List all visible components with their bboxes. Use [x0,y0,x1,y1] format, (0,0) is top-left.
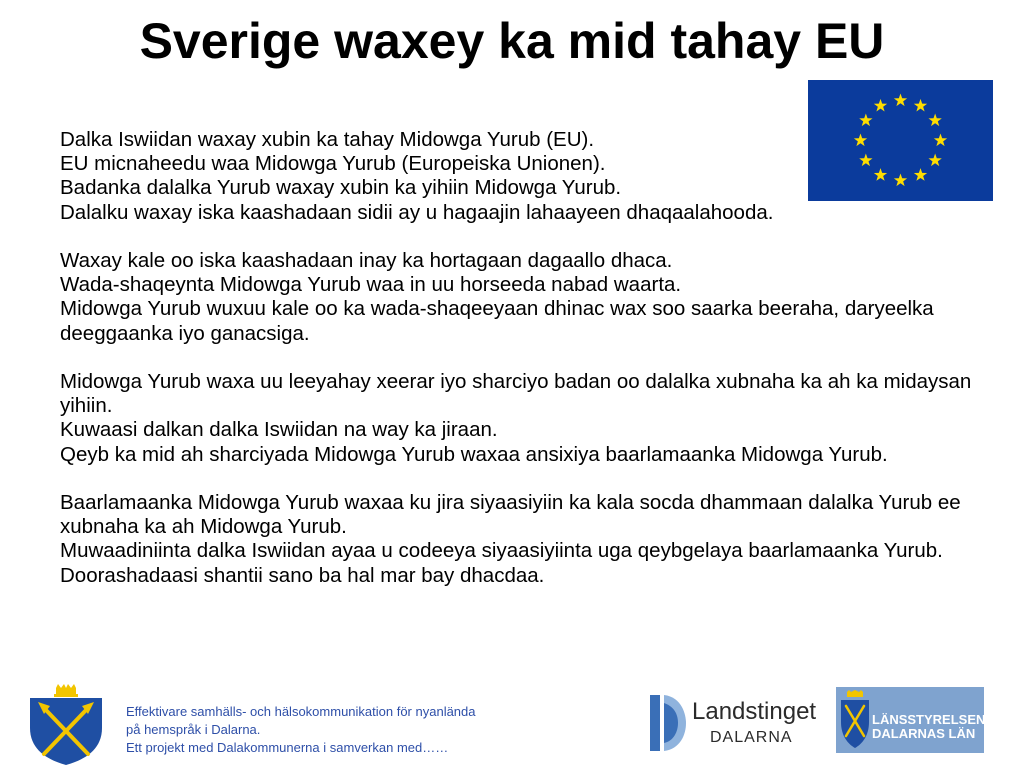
footer-text [126,703,586,757]
text-line: Midowga Yurub wuxuu kale oo ka wada-shaqeeyaan dhinac wax soo saarka beeraha, daryeelka deeggaanka iyo ganacsiga. [60,297,934,345]
text-line: EU micnaheedu waa Midowga Yurub (Europeiska Unionen). [60,152,606,176]
text-line: Dalka Iswiidan waxay xubin ka tahay Midowga Yurub (EU). [60,128,595,151]
text-line: Badanka dalalka Yurub waxay xubin ka yihiin Midowga Yurub. [60,176,622,200]
paragraph-2 [60,249,1000,346]
text-line: Baarlamaanka Midowga Yurub waxaa ku jira siyaasiyiin ka kala socda dhammaan dalalka Yurub ee xubnaha ka ah Midowga Yurub. [60,491,961,539]
paragraph-4 [60,491,1000,588]
footer-line: på hemspråk i Dalarna. [126,722,261,737]
slide-title: Sverige waxey ka mid tahay EU [139,13,885,69]
text-line: Doorashadaasi shantii sano ba hal mar bay dhacdaa. [60,563,545,587]
footer-line: Ett projekt med Dalakommunerna i samverkan med…… [126,740,449,755]
slide-body [60,128,1000,612]
lansstyrelsen-text [872,713,985,741]
landstinget-logo-icon [648,693,688,753]
footer-line: Effektivare samhälls- och hälsokommunikation för nyanlända [126,704,476,719]
eu-star-icon [859,114,872,127]
landstinget-name: Landstinget [692,698,817,725]
eu-star-icon [928,114,941,127]
landstinget-region: DALARNA [710,729,793,746]
lansstyrelsen-crest-icon [838,690,872,750]
text-line: Waxay kale oo iska kaashadaan inay ka hortagaan dagaallo dhaca. [60,249,673,272]
text-line: Midowga Yurub waxa uu leeyahay xeerar iyo sharciyo badan oo dalalka xubnaha ka ah ka midaysan yihiin. [60,370,972,418]
eu-star-icon [894,94,907,107]
dalarna-crest-icon [28,684,104,766]
paragraph-1 [60,128,1000,225]
lansstyrelsen-line-2: DALARNAS LÄN [872,726,976,741]
landstinget-logo [648,690,818,756]
text-line: Muwaadiniinta dalka Iswiidan ayaa u codeeya siyaasiyiinta uga qeybgelaya baarlamaanka Yurub. [60,539,943,563]
text-line: Kuwaasi dalkan dalka Iswiidan na way ka jiraan. [60,418,498,442]
eu-star-icon [914,99,927,112]
text-line: Qeyb ka mid ah sharciyada Midowga Yurub waxaa ansixiya baarlamaanka Midowga Yurub. [60,442,888,466]
eu-star-icon [874,99,887,112]
text-line: Dalalku waxay iska kaashadaan sidii ay u hagaajin lahaayeen dhaqaalahooda. [60,200,774,224]
lansstyrelsen-line-1: LÄNSSTYRELSEN [872,712,986,727]
paragraph-3 [60,370,1000,467]
text-line: Wada-shaqeynta Midowga Yurub waa in uu horseeda nabad waarta. [60,273,682,297]
lansstyrelsen-logo [836,687,984,753]
